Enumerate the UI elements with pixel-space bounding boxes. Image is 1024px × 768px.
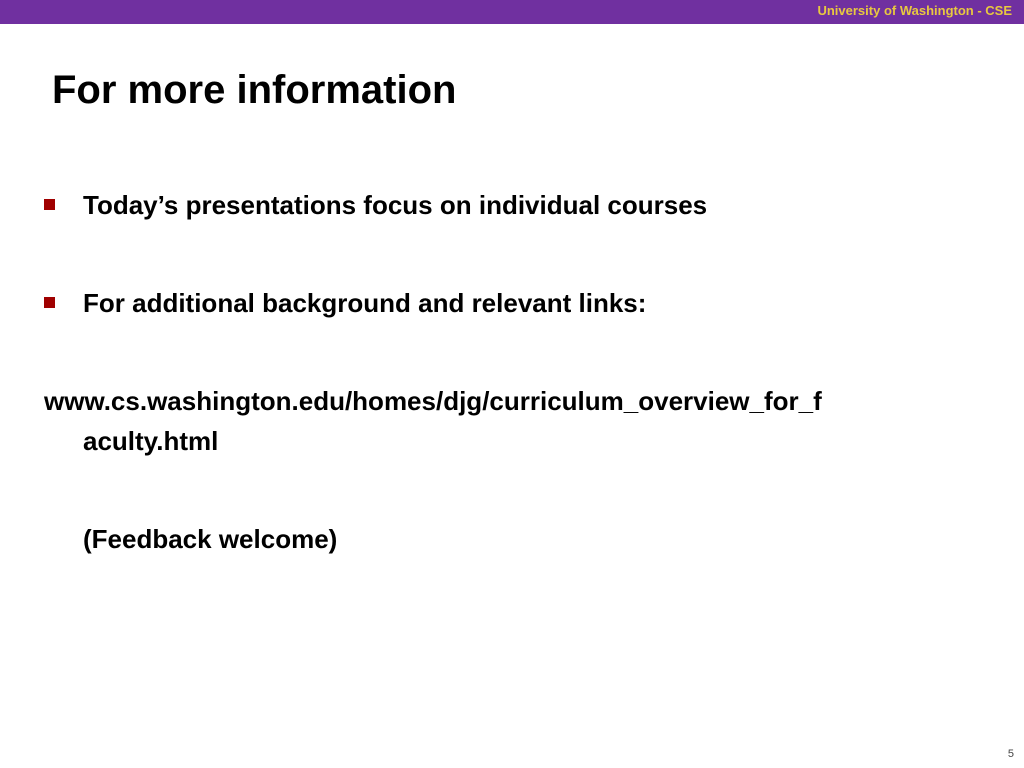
url-text-line2: aculty.html <box>83 426 219 456</box>
square-bullet-icon <box>44 297 55 308</box>
bullet-text: For additional background and relevant links: <box>83 288 647 318</box>
feedback-note: (Feedback welcome) <box>83 524 338 554</box>
bullet-text: Today’s presentations focus on individual courses <box>83 190 708 220</box>
slide-title: For more information <box>52 68 457 112</box>
header-bar <box>0 0 1024 24</box>
url-text-line1: www.cs.washington.edu/homes/djg/curriculum_overview_for_f <box>44 386 822 416</box>
page-number: 5 <box>1007 748 1014 760</box>
org-label: University of Washington - CSE <box>817 3 1012 18</box>
square-bullet-icon <box>44 199 55 210</box>
